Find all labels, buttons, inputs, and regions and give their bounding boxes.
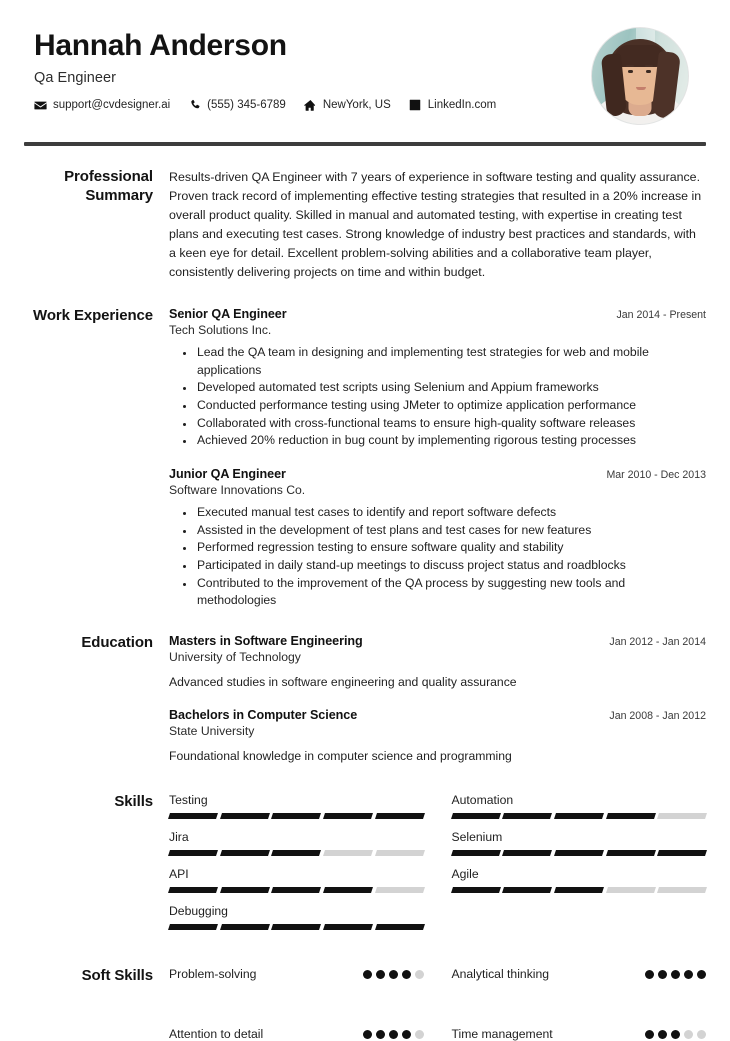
rating-dot xyxy=(389,1030,398,1039)
work-entry-bullets xyxy=(169,504,706,610)
skill-name: Automation xyxy=(451,793,514,808)
header-text-block xyxy=(34,26,496,112)
skill-level-segment xyxy=(606,887,656,893)
contact-location[interactable] xyxy=(304,99,391,112)
contact-email[interactable] xyxy=(34,99,170,112)
work-entry-organization: Software Innovations Co. xyxy=(169,482,306,497)
rating-dot xyxy=(389,970,398,979)
section-education xyxy=(24,634,706,765)
page-title: Hannah Anderson xyxy=(34,29,287,62)
skill-level-segment xyxy=(323,887,373,893)
section-label-skills: Skills xyxy=(114,793,153,811)
section-soft-skills xyxy=(24,967,706,1041)
rating-dot xyxy=(645,1030,654,1039)
skill-level-segment xyxy=(554,887,604,893)
list-item: • Contributed to the improvement of the QA process by suggesting new tools and methodologies xyxy=(195,575,706,610)
skill-name: Selenium xyxy=(451,830,503,845)
section-label-summary: Professional Summary xyxy=(64,168,153,204)
skill-level-segment xyxy=(323,850,373,856)
resume-header xyxy=(0,0,730,124)
list-item: • Performed regression testing to ensure software quality and stability xyxy=(195,539,706,557)
skill-level-segment xyxy=(220,813,270,819)
section-label-work: Work Experience xyxy=(33,306,153,324)
skill-level-segment xyxy=(657,887,707,893)
soft-skill-item xyxy=(169,1027,424,1041)
soft-skill-rating-dots xyxy=(645,1030,706,1039)
list-item: • Lead the QA team in designing and implementing test strategies for web and mobile applications xyxy=(195,344,706,379)
skill-level-segment xyxy=(502,813,552,819)
rating-dot xyxy=(658,1030,667,1039)
avatar xyxy=(592,28,688,124)
skill-level-bar xyxy=(452,850,707,856)
rating-dot xyxy=(684,970,693,979)
skill-name: Testing xyxy=(169,793,208,808)
work-entry-organization: Tech Solutions Inc. xyxy=(169,322,272,337)
list-item: • Executed manual test cases to identify and report software defects xyxy=(195,504,706,522)
rating-dot xyxy=(402,970,411,979)
skill-level-bar xyxy=(169,850,424,856)
work-entry-title: Junior QA Engineer xyxy=(169,466,286,481)
skill-level-segment xyxy=(554,850,604,856)
skill-name: API xyxy=(169,867,189,882)
skill-level-segment xyxy=(220,887,270,893)
work-entry-date: Mar 2010 - Dec 2013 xyxy=(606,468,706,481)
skill-level-segment xyxy=(323,924,373,930)
skill-item xyxy=(169,793,424,830)
skill-level-segment xyxy=(220,924,270,930)
skill-level-bar xyxy=(169,924,424,930)
section-label-soft-skills: Soft Skills xyxy=(81,967,153,985)
skill-name: Debugging xyxy=(169,904,228,919)
contact-linkedin[interactable] xyxy=(409,99,496,112)
skill-level-segment xyxy=(168,850,218,856)
education-entry-description: Foundational knowledge in computer science and programming xyxy=(169,748,512,763)
linkedin-icon xyxy=(409,99,422,112)
skill-level-bar xyxy=(169,813,424,819)
skill-level-segment xyxy=(606,813,656,819)
rating-dot xyxy=(671,1030,680,1039)
soft-skill-name: Analytical thinking xyxy=(451,967,550,982)
skill-level-segment xyxy=(554,813,604,819)
work-entry xyxy=(169,307,706,450)
education-entry-title: Masters in Software Engineering xyxy=(169,634,363,649)
skill-level-segment xyxy=(451,887,501,893)
rating-dot xyxy=(363,970,372,979)
skill-level-segment xyxy=(375,924,425,930)
list-item: • Collaborated with cross-functional teams to ensure high-quality software releases xyxy=(195,415,706,433)
skill-level-segment xyxy=(375,850,425,856)
contact-location-text: NewYork, US xyxy=(322,99,391,111)
soft-skill-name: Time management xyxy=(451,1027,553,1041)
contact-linkedin-text: LinkedIn.com xyxy=(427,99,497,111)
rating-dot xyxy=(363,1030,372,1039)
rating-dot xyxy=(402,1030,411,1039)
skill-item xyxy=(169,904,424,941)
skill-level-bar xyxy=(169,887,424,893)
list-item: • Assisted in the development of test plans and test cases for new features xyxy=(195,522,706,540)
rating-dot xyxy=(684,1030,693,1039)
skill-level-segment xyxy=(375,813,425,819)
home-icon xyxy=(304,99,317,112)
contact-phone-text: (555) 345-6789 xyxy=(207,99,286,111)
skill-level-segment xyxy=(220,850,270,856)
skill-level-segment xyxy=(502,850,552,856)
skill-level-segment xyxy=(271,850,321,856)
portrait-illustration xyxy=(592,28,688,124)
work-entry xyxy=(169,467,706,610)
skill-level-segment xyxy=(168,887,218,893)
rating-dot xyxy=(697,1030,706,1039)
list-item: • Developed automated test scripts using Selenium and Appium frameworks xyxy=(195,379,706,397)
skill-level-segment xyxy=(606,850,656,856)
skill-item xyxy=(169,830,424,867)
skill-name: Agile xyxy=(451,867,479,882)
education-entry-description: Advanced studies in software engineering and quality assurance xyxy=(169,675,517,690)
rating-dot xyxy=(658,970,667,979)
skill-item xyxy=(452,830,707,867)
skill-level-segment xyxy=(451,850,501,856)
skill-level-segment xyxy=(657,813,707,819)
list-item: • Participated in daily stand-up meetings to discuss project status and roadblocks xyxy=(195,557,706,575)
rating-dot xyxy=(671,970,680,979)
skill-name: Jira xyxy=(169,830,189,845)
soft-skill-item xyxy=(452,967,707,981)
contact-row xyxy=(34,99,496,112)
section-label-education: Education xyxy=(81,634,153,652)
skill-item xyxy=(452,793,707,830)
rating-dot xyxy=(415,1030,424,1039)
rating-dot xyxy=(697,970,706,979)
list-item: • Conducted performance testing using JMeter to optimize application performance xyxy=(195,397,706,415)
skill-level-segment xyxy=(271,813,321,819)
job-title: Qa Engineer xyxy=(34,69,116,86)
skill-level-segment xyxy=(502,887,552,893)
skill-level-segment xyxy=(323,813,373,819)
skill-level-segment xyxy=(271,887,321,893)
contact-phone[interactable] xyxy=(188,99,286,112)
envelope-icon xyxy=(34,99,47,112)
header-divider xyxy=(24,142,706,146)
section-professional-summary xyxy=(24,168,706,282)
skill-level-bar xyxy=(452,813,707,819)
skills-grid xyxy=(169,793,706,941)
phone-icon xyxy=(188,99,201,112)
skill-item xyxy=(452,867,707,904)
skill-level-segment xyxy=(657,850,707,856)
skill-level-segment xyxy=(168,924,218,930)
soft-skill-name: Attention to detail xyxy=(169,1027,264,1041)
education-entry-title: Bachelors in Computer Science xyxy=(169,707,358,722)
rating-dot xyxy=(645,970,654,979)
rating-dot xyxy=(376,1030,385,1039)
education-entry-date: Jan 2012 - Jan 2014 xyxy=(609,636,706,649)
soft-skills-grid xyxy=(169,967,706,1041)
section-work-experience xyxy=(24,307,706,610)
section-skills xyxy=(24,793,706,941)
summary-text: Results-driven QA Engineer with 7 years of experience in software testing and quality assurance. Proven track record of implementing effective testing strategies that resulted in a 20% increase in overall product quality. Skilled in manual and automated testing, with expertise in creating test plans and executing test cases. Strong knowledge of industry best practices and standards, with a keen eye for detail. Excellent problem-solving abilities and a collaborative team player, consistently delivering projects on time and within budget. xyxy=(169,170,702,279)
work-entry-title: Senior QA Engineer xyxy=(169,306,287,321)
education-entry-organization: State University xyxy=(169,723,255,738)
skill-level-segment xyxy=(451,813,501,819)
soft-skill-rating-dots xyxy=(363,970,424,979)
education-entry-organization: University of Technology xyxy=(169,650,301,665)
rating-dot xyxy=(415,970,424,979)
skill-level-segment xyxy=(168,813,218,819)
education-entry-date: Jan 2008 - Jan 2012 xyxy=(609,709,706,722)
skill-item xyxy=(169,867,424,904)
soft-skill-item xyxy=(169,967,424,981)
work-entry-bullets xyxy=(169,344,706,450)
soft-skill-name: Problem-solving xyxy=(169,967,257,982)
skill-level-segment xyxy=(271,924,321,930)
list-item: • Achieved 20% reduction in bug count by implementing rigorous testing processes xyxy=(195,432,706,450)
work-entry-date: Jan 2014 - Present xyxy=(616,308,706,321)
education-entry xyxy=(169,708,706,766)
soft-skill-rating-dots xyxy=(363,1030,424,1039)
skill-level-bar xyxy=(452,887,707,893)
soft-skill-item xyxy=(452,1027,707,1041)
rating-dot xyxy=(376,970,385,979)
contact-email-text: support@cvdesigner.ai xyxy=(53,99,171,111)
education-entry xyxy=(169,634,706,692)
soft-skill-rating-dots xyxy=(645,970,706,979)
skill-level-segment xyxy=(375,887,425,893)
